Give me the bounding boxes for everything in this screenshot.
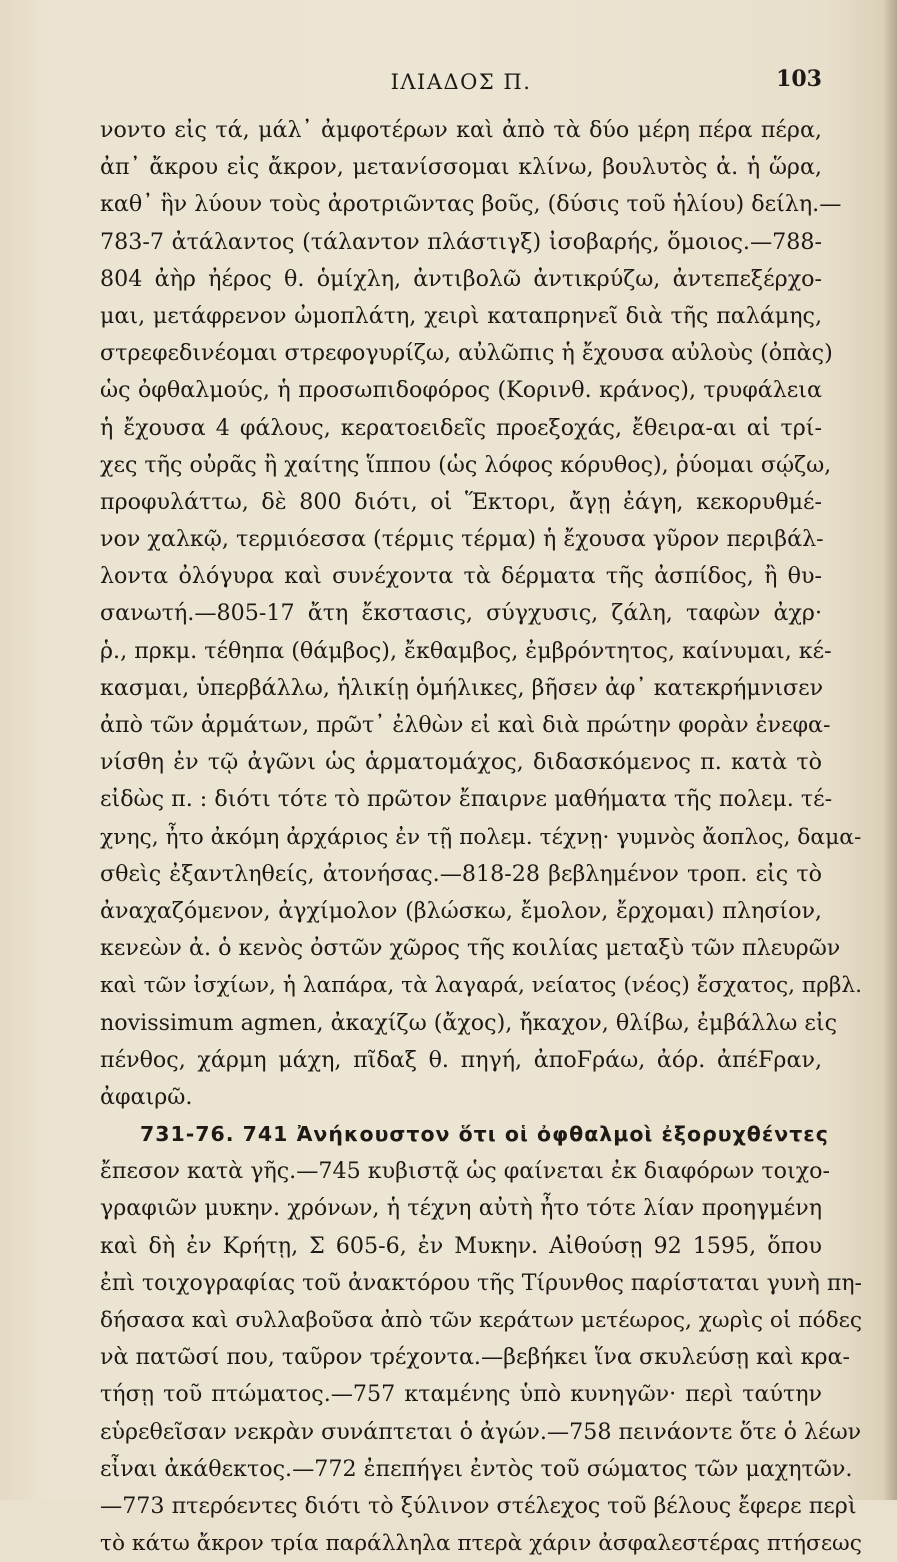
text-line: ἔπεσον κατὰ γῆς.—745 κυβιστᾷ ὡς φαίνεται ἐκ διαφόρων τοιχο- xyxy=(100,1158,830,1185)
text-line: εὑρεθεῖσαν νεκρὰν συνάπτεται ὁ ἀγών.—758 πεινάοντε ὅτε ὁ λέων xyxy=(100,1418,862,1445)
text-line: χες τῆς οὐρᾶς ἢ χαίτης ἵππου (ὡς λόφος κόρυθος), ῥύομαι σῴζω, xyxy=(100,451,832,478)
commentary-text xyxy=(100,112,863,1562)
text-line: εἰδὼς π. : διότι τότε τὸ πρῶτον ἔπαιρνε μαθήματα τῆς πολεμ. τέ- xyxy=(100,786,833,813)
text-line: καὶ δὴ ἐν Κρήτῃ, Σ 605-6, ἐν Μυκην. Αἰθούσῃ 92 1595, ὅπου xyxy=(100,1232,822,1259)
text-line: ἀναχαζόμενον, ἀγχίμολον (βλώσκω, ἔμολον, ἔρχομαι) πλησίον, xyxy=(100,897,822,924)
text-line: σθεὶς ἐξαντληθείς, ἀτονήσας.—818-28 βεβλημένον τροπ. εἰς τὸ xyxy=(100,860,822,887)
text-line: πένθος, χάρμη μάχη, πῖδαξ θ. πηγή, ἀποϜράω, ἀόρ. ἀπέϜραν, xyxy=(100,1046,822,1073)
text-line: γραφιῶν μυκην. χρόνων, ἡ τέχνη αὐτὴ ἦτο τότε λίαν προηγμένη xyxy=(100,1195,822,1222)
text-line: 783-7 ἀτάλαντος (τάλαντον πλάστιγξ) ἰσοβαρής, ὅμοιος.—788- xyxy=(100,228,822,255)
text-line: κασμαι, ὑπερβάλλω, ἡλικίῃ ὁμήλικες, βῆσεν ἀφ᾽ κατεκρήμνισεν xyxy=(100,674,824,701)
text-line: καὶ τῶν ἰσχίων, ἡ λαπάρα, τὰ λαγαρά, νείατος (νέος) ἔσχατος, πρβλ. xyxy=(100,973,862,999)
text-line: νοντο εἰς τά, μάλ᾽ ἀμφοτέρων καὶ ἀπὸ τὰ δύο μέρη πέρα πέρα, xyxy=(100,117,822,143)
text-line: νίσθη ἐν τῷ ἀγῶνι ὡς ἁρματομάχος, διδασκόμενος π. κατὰ τὸ xyxy=(100,749,822,776)
text-line: καθ᾽ ἣν λύουν τοὺς ἀροτριῶντας βοῦς, (δύσις τοῦ ἡλίου) δείλη.— xyxy=(100,191,842,218)
text-line: 804 ἀὴρ ἠέρος θ. ὁμίχλη, ἀντιβολῶ ἀντικρύζω, ἀντεπεξέρχο- xyxy=(100,265,822,292)
text-line: ἡ ἔχουσα 4 φάλους, κερατοειδεῖς προεξοχάς, ἔθειρα-αι αἱ τρί- xyxy=(100,414,822,441)
text-line: προφυλάττω, δὲ 800 διότι, οἱ Ἕκτορι, ἄγῃ ἐάγη, κεκορυθμέ- xyxy=(100,488,822,515)
text-line: κενεὼν ἀ. ὁ κενὸς ὀστῶν χῶρος τῆς κοιλίας μεταξὺ τῶν πλευρῶν xyxy=(100,935,841,962)
running-head: ΙΛΙΑΔΟΣ Π. xyxy=(390,70,532,94)
page-number: 103 xyxy=(776,66,822,92)
text-line: δήσασα καὶ συλλαβοῦσα ἀπὸ τῶν κεράτων μετέωρος, χωρὶς οἱ πόδες xyxy=(100,1308,863,1333)
text-line: χνης, ἦτο ἀκόμη ἀρχάριος ἐν τῇ πολεμ. τέχνῃ· γυμνὸς ἄοπλος, δαμα- xyxy=(100,824,862,850)
page-gutter-shadow xyxy=(883,0,897,1500)
text-line: novissimum agmen, ἀκαχίζω (ἄχος), ἤκαχον, θλίβω, ἐμβάλλω εἰς xyxy=(100,1009,838,1036)
text-line: σανωτή.—805-17 ἄτη ἔκστασις, σύγχυσις, ζάλη, ταφὼν ἀχρ· xyxy=(100,600,822,627)
text-line: στρεφεδινέομαι στρεφογυρίζω, αὐλῶπις ἡ ἔχουσα αὐλοὺς (ὀπὰς) xyxy=(100,340,833,367)
text-line: ἀφαιρῶ. xyxy=(100,1083,193,1110)
text-line: ὡς ὀφθαλμούς, ἡ προσωπιδοφόρος (Κορινθ. κράνος), τρυφάλεια xyxy=(100,377,822,404)
text-line: ῥ., πρκμ. τέθηπα (θάμβος), ἔκθαμβος, ἐμβρόντητος, καίνυμαι, κέ- xyxy=(100,637,832,664)
text-line: τήσῃ τοῦ πτώματος.—757 κταμένης ὑπὸ κυνηγῶν· περὶ ταύτην xyxy=(100,1381,822,1408)
text-line: —773 πτερόεντες διότι τὸ ξύλινον στέλεχος τοῦ βέλους ἔφερε περὶ xyxy=(100,1492,857,1519)
page-header xyxy=(100,66,822,102)
text-line: μαι, μετάφρενον ὠμοπλάτη, χειρὶ καταπρηνεῖ διὰ τῆς παλάμης, xyxy=(100,302,822,329)
text-line: ἀπὸ τῶν ἁρμάτων, πρῶτ᾽ ἐλθὼν εἰ καὶ διὰ πρώτην φορὰν ἐνεφα- xyxy=(100,712,831,738)
text-line: τὸ κάτω ἄκρον τρία παράλληλα πτερὰ χάριν ἀσφαλεστέρας πτήσεως xyxy=(100,1531,862,1557)
text-line: νον χαλκῷ, τερμιόεσσα (τέρμις τέρμα) ἡ ἔχουσα γῦρον περιβάλ- xyxy=(100,526,824,553)
text-line: ἀπ᾽ ἄκρου εἰς ἄκρον, μετανίσσομαι κλίνω, βουλυτὸς ἀ. ἡ ὥρα, xyxy=(100,154,822,181)
text-line: εἶναι ἀκάθεκτος.—772 ἐπεπήγει ἐντὸς τοῦ σώματος τῶν μαχητῶν. xyxy=(100,1455,853,1482)
section-heading-line: 731-76. 741 Ἀνήκουστον ὅτι οἱ ὀφθαλμοὶ ἐξορυχθέντες xyxy=(140,1122,829,1147)
text-line: ἐπὶ τοιχογραφίας τοῦ ἀνακτόρου τῆς Τίρυνθος παρίσταται γυνὴ πη- xyxy=(100,1270,863,1296)
text-line: νὰ πατῶσί που, ταῦρον τρέχοντα.—βεβήκει ἵνα σκυλεύσῃ καὶ κρα- xyxy=(100,1344,850,1371)
text-line: λοντα ὀλόγυρα καὶ συνέχοντα τὰ δέρματα τῆς ἀσπίδος, ἢ θυ- xyxy=(100,563,822,590)
